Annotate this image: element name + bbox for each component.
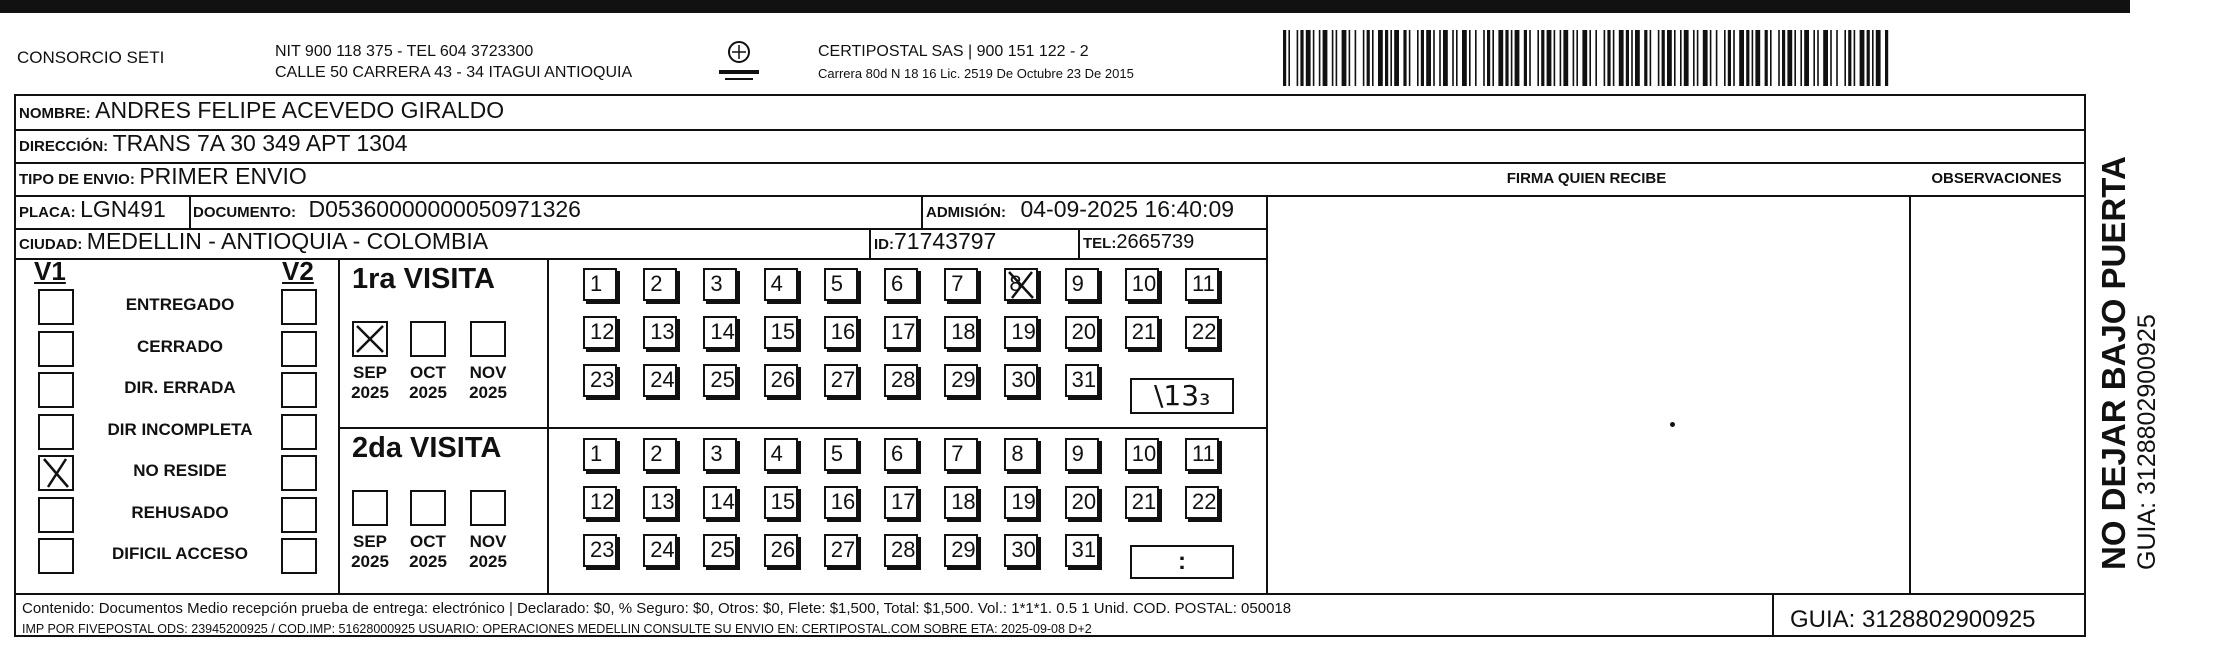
- v2-checkbox[interactable]: [281, 331, 317, 367]
- second-visit-day-box[interactable]: 31: [1065, 534, 1099, 567]
- status-reason-label: NO RESIDE: [133, 461, 227, 480]
- first-visit-day-box[interactable]: 10: [1125, 268, 1159, 301]
- first-visit-day-box[interactable]: 20: [1065, 316, 1099, 349]
- v2-checkbox[interactable]: [281, 455, 317, 491]
- tel-value: 2665739: [1116, 231, 1195, 253]
- first-visit-day-box[interactable]: 6: [884, 268, 918, 301]
- placa-value: LGN491: [80, 196, 166, 222]
- documento-cell: [193, 196, 581, 223]
- first-visit-day-box[interactable]: 29: [944, 364, 978, 397]
- second-visit-month-checkbox[interactable]: [470, 490, 506, 526]
- first-visit-day-box[interactable]: 19: [1004, 316, 1038, 349]
- second-visit-day-box[interactable]: 19: [1004, 486, 1038, 519]
- second-visit-day-box[interactable]: 4: [764, 438, 798, 471]
- side-warning: [2095, 156, 2161, 570]
- second-visit-day-box[interactable]: 8: [1004, 438, 1038, 471]
- second-visit-month-checkbox[interactable]: [410, 490, 446, 526]
- first-visit-day-box[interactable]: 16: [824, 316, 858, 349]
- observaciones-header: OBSERVACIONES: [1931, 170, 2062, 187]
- first-visit-day-box[interactable]: 8: [1004, 268, 1038, 301]
- first-visit-day-box[interactable]: 17: [884, 316, 918, 349]
- second-visit-day-box[interactable]: 28: [884, 534, 918, 567]
- second-visit-month-label: [460, 532, 516, 572]
- first-visit-day-box[interactable]: 23: [583, 364, 617, 397]
- second-visit-day-box[interactable]: 13: [643, 486, 677, 519]
- nombre-value: ANDRES FELIPE ACEVEDO GIRALDO: [95, 97, 505, 123]
- documento-label: DOCUMENTO:: [193, 204, 297, 221]
- second-visit-day-box[interactable]: 7: [944, 438, 978, 471]
- first-visit-day-box[interactable]: 28: [884, 364, 918, 397]
- second-visit-day-box[interactable]: 20: [1065, 486, 1099, 519]
- v2-header: V2: [282, 256, 314, 286]
- month-year: 2025: [351, 383, 389, 402]
- tel-cell: [1083, 231, 1194, 254]
- tel-label: TEL:: [1083, 235, 1117, 252]
- first-visit-day-box[interactable]: 3: [703, 268, 737, 301]
- status-reason-label: REHUSADO: [131, 502, 229, 522]
- second-visit-day-box[interactable]: 23: [583, 534, 617, 567]
- first-visit-day-box[interactable]: 5: [824, 268, 858, 301]
- check-x-icon: [354, 323, 386, 355]
- first-visit-day-box[interactable]: 7: [944, 268, 978, 301]
- v2-checkbox[interactable]: [281, 497, 317, 533]
- second-visit-day-box[interactable]: 25: [703, 534, 737, 567]
- second-visit-day-box[interactable]: 2: [643, 438, 677, 471]
- second-visit-month-checkbox[interactable]: [352, 490, 388, 526]
- second-visit-month-label: [400, 532, 456, 572]
- first-visit-day-box[interactable]: 1: [583, 268, 617, 301]
- first-visit-month-label: [342, 363, 398, 403]
- second-visit-day-box[interactable]: 11: [1185, 438, 1219, 471]
- id-value: 71743797: [894, 228, 997, 254]
- tipo-envio-label: TIPO DE ENVIO:: [19, 171, 135, 188]
- nombre-label: NOMBRE:: [19, 105, 91, 122]
- documento-value: D05360000000050971326: [308, 196, 581, 222]
- first-visit-month-checkbox[interactable]: [352, 321, 388, 357]
- v1-header: V1: [34, 256, 66, 286]
- v1-checkbox[interactable]: [38, 289, 74, 325]
- company-name: CONSORCIO SETI: [17, 48, 165, 67]
- barcode-icon: [1283, 30, 1893, 86]
- v2-checkbox[interactable]: [281, 538, 317, 574]
- first-visit-day-box[interactable]: 11: [1185, 268, 1219, 301]
- second-visit-day-box[interactable]: 27: [824, 534, 858, 567]
- month-year: 2025: [469, 552, 507, 571]
- id-label: ID:: [874, 236, 894, 253]
- second-visit-day-box[interactable]: 16: [824, 486, 858, 519]
- first-visit-month-checkbox[interactable]: [470, 321, 506, 357]
- v1-checkbox[interactable]: [38, 455, 74, 491]
- v2-checkbox[interactable]: [281, 289, 317, 325]
- first-visit-day-box[interactable]: 26: [764, 364, 798, 397]
- contenido-line: Contenido: Documentos Medio recepción prueba de entrega: electrónico | Declarado: $0, % Seguro: $0, Otros: $0, Flete: $1,500, Total: $1,500. Vol.: 1*1*1. 0.5 1 Unid. COD. POSTAL: 050018: [22, 600, 1292, 617]
- address-line: CALLE 50 CARRERA 43 - 34 ITAGUI ANTIOQUIA: [275, 64, 633, 81]
- second-visit-time-field: :: [1130, 545, 1234, 579]
- second-visit-day-box[interactable]: 9: [1065, 438, 1099, 471]
- side-guia-text: GUIA: 3128802900925: [2133, 314, 2161, 570]
- tipo-envio-value: PRIMER ENVIO: [139, 163, 307, 189]
- month-name: OCT: [410, 363, 446, 382]
- month-year: 2025: [351, 552, 389, 571]
- first-visit-title: 1ra VISITA: [352, 263, 495, 295]
- nombre-row: [19, 97, 504, 124]
- status-reason-label: ENTREGADO: [125, 295, 235, 314]
- first-visit-day-box[interactable]: 24: [643, 364, 677, 397]
- month-name: SEP: [352, 363, 388, 382]
- check-x-icon: [1006, 270, 1036, 300]
- v1-checkbox[interactable]: [38, 331, 74, 367]
- check-x-icon: [40, 457, 72, 489]
- v1-checkbox[interactable]: [38, 538, 74, 574]
- second-visit-day-box[interactable]: 21: [1125, 486, 1159, 519]
- first-visit-day-box[interactable]: 22: [1185, 316, 1219, 349]
- first-visit-day-box[interactable]: 18: [944, 316, 978, 349]
- first-visit-day-box[interactable]: 30: [1004, 364, 1038, 397]
- second-visit-title: 2da VISITA: [352, 432, 502, 464]
- status-reason-label: DIFICIL ACCESO: [111, 544, 248, 563]
- admision-value: 04-09-2025 16:40:09: [1020, 196, 1235, 222]
- status-reason-label: CERRADO: [137, 336, 223, 356]
- no-dejar-text: NO DEJAR BAJO PUERTA: [2095, 156, 2132, 570]
- second-visit-day-box[interactable]: 10: [1125, 438, 1159, 471]
- month-name: NOV: [469, 363, 507, 382]
- ciudad-cell: [19, 228, 488, 255]
- admision-cell: [926, 196, 1234, 223]
- first-visit-day-box[interactable]: 13: [643, 316, 677, 349]
- first-visit-day-box[interactable]: 15: [764, 316, 798, 349]
- first-visit-month-label: [460, 363, 516, 403]
- second-visit-day-box[interactable]: 15: [764, 486, 798, 519]
- first-visit-month-label: [400, 363, 456, 403]
- second-visit-day-box[interactable]: 5: [824, 438, 858, 471]
- placa-label: PLACA:: [19, 204, 76, 221]
- second-visit-day-box[interactable]: 3: [703, 438, 737, 471]
- first-visit-time-field: \13₃: [1130, 378, 1234, 414]
- month-name: OCT: [410, 532, 446, 551]
- second-visit-day-box[interactable]: 18: [944, 486, 978, 519]
- first-visit-day-box[interactable]: 14: [703, 316, 737, 349]
- month-year: 2025: [409, 383, 447, 402]
- first-visit-month-checkbox[interactable]: [410, 321, 446, 357]
- month-year: 2025: [409, 552, 447, 571]
- status-reason-label: DIR INCOMPLETA: [107, 419, 253, 439]
- month-year: 2025: [469, 383, 507, 402]
- second-visit-day-box[interactable]: 26: [764, 534, 798, 567]
- license-line: Carrera 80d N 18 16 Lic. 2519 De Octubre 23 De 2015: [818, 66, 1134, 81]
- signature-dot: [1670, 422, 1675, 427]
- second-visit-day-box[interactable]: 24: [643, 534, 677, 567]
- first-visit-day-box[interactable]: 4: [764, 268, 798, 301]
- direccion-label: DIRECCIÓN:: [19, 138, 109, 155]
- first-visit-day-box[interactable]: 21: [1125, 316, 1159, 349]
- direccion-row: [19, 130, 408, 157]
- imp-line: IMP POR FIVEPOSTAL ODS: 23945200925 / COD.IMP: 51628000925 USUARIO: OPERACIONES MEDELLIN CONSULTE SU ENVIO EN: CERTIPOSTAL.COM SOBRE ETA: 2025-09-08 D+2: [22, 622, 1092, 636]
- v2-checkbox[interactable]: [281, 372, 317, 408]
- second-visit-day-box[interactable]: 17: [884, 486, 918, 519]
- second-visit-day-box[interactable]: 12: [583, 486, 617, 519]
- first-visit-day-box[interactable]: 9: [1065, 268, 1099, 301]
- top-border-bar: [0, 0, 2130, 13]
- certipostal-line: CERTIPOSTAL SAS | 900 151 122 - 2: [818, 43, 1089, 60]
- first-visit-day-box[interactable]: 25: [703, 364, 737, 397]
- first-visit-day-box[interactable]: 2: [643, 268, 677, 301]
- second-visit-day-box[interactable]: 14: [703, 486, 737, 519]
- second-visit-day-box[interactable]: 30: [1004, 534, 1038, 567]
- placa-cell: [19, 196, 166, 223]
- footer-guia: GUIA: 3128802900925: [1790, 606, 2036, 633]
- second-visit-day-box[interactable]: 29: [944, 534, 978, 567]
- status-reason-label: DIR. ERRADA: [124, 378, 236, 397]
- month-name: SEP: [352, 532, 388, 551]
- ciudad-label: CIUDAD:: [19, 236, 83, 253]
- second-visit-month-label: [342, 532, 398, 572]
- v1-checkbox[interactable]: [38, 497, 74, 533]
- second-visit-day-box[interactable]: 6: [884, 438, 918, 471]
- v2-checkbox[interactable]: [281, 414, 317, 450]
- month-name: NOV: [469, 532, 507, 551]
- first-visit-day-box[interactable]: 12: [583, 316, 617, 349]
- first-visit-day-box[interactable]: 31: [1065, 364, 1099, 397]
- direccion-value: TRANS 7A 30 349 APT 1304: [112, 130, 408, 156]
- second-visit-day-box[interactable]: 1: [583, 438, 617, 471]
- firma-header: FIRMA QUIEN RECIBE: [1506, 170, 1667, 187]
- nit-line: NIT 900 118 375 - TEL 604 3723300: [275, 43, 534, 60]
- id-cell: [874, 228, 996, 255]
- admision-label: ADMISIÓN:: [926, 204, 1006, 221]
- certipostal-logo-icon: [717, 38, 761, 86]
- second-visit-day-box[interactable]: 22: [1185, 486, 1219, 519]
- first-visit-day-box[interactable]: 27: [824, 364, 858, 397]
- v1-checkbox[interactable]: [38, 414, 74, 450]
- v1-checkbox[interactable]: [38, 372, 74, 408]
- tipo-envio-row: [19, 163, 307, 190]
- ciudad-value: MEDELLIN - ANTIOQUIA - COLOMBIA: [86, 228, 489, 254]
